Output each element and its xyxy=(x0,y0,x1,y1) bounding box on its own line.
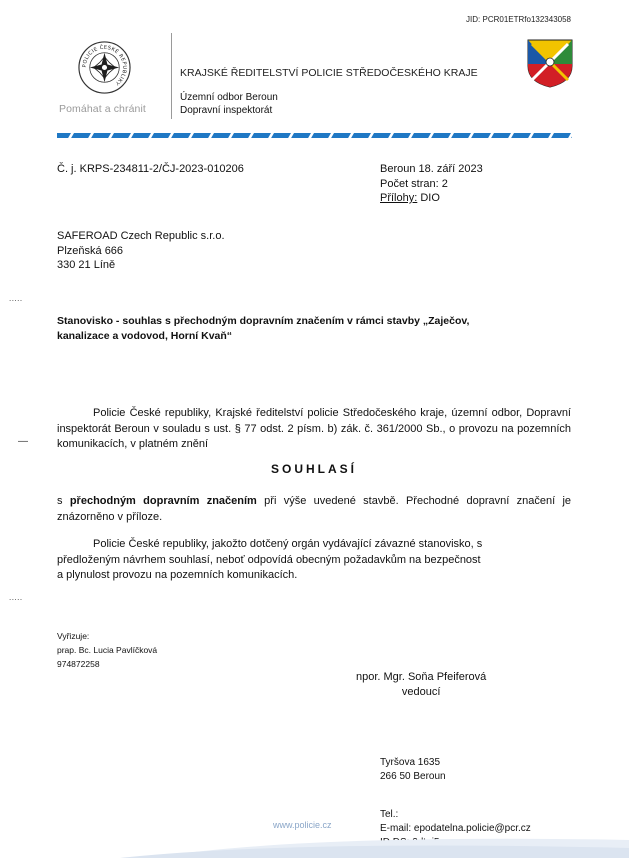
subject xyxy=(57,314,557,344)
recipient-name: SAFEROAD Czech Republic s.r.o. xyxy=(57,230,225,242)
contact-address xyxy=(380,756,446,784)
regional-crest-icon xyxy=(526,38,574,88)
decision-heading: SOUHLASÍ xyxy=(270,462,357,476)
subject-line-2: kanalizace a vodovod, Horní Kvaň“ xyxy=(57,330,233,342)
punch-mark: — xyxy=(18,436,28,447)
organization-department: Dopravní inspektorát xyxy=(180,105,273,116)
contact-tel: Tel.: xyxy=(380,809,399,820)
body-paragraph-3 xyxy=(57,537,571,584)
reference-number: Č. j. KRPS-234811-2/ČJ-2023-010206 xyxy=(57,163,244,175)
body-paragraph-1: Policie České republiky, Krajské ředitelství policie Středočeského kraje, územní odbor, Dopravní inspektorát Beroun v souladu s ust. § 77 odst. 2 písm. b) zák. č. 361/2000 Sb., o provozu na pozemních komunikacích, v platném znění xyxy=(57,407,571,450)
logo-ring-text: POLICIE ČESKÉ REPUBLIKY xyxy=(81,44,128,87)
recipient-address xyxy=(57,229,225,273)
attachments-value: DIO xyxy=(417,192,440,204)
p2-prefix: s xyxy=(57,495,70,507)
contact-street: Tyršova 1635 xyxy=(380,757,441,768)
p3-line-1: Policie České republiky, jakožto dotčený orgán vydávající závazné stanovisko, s xyxy=(93,538,483,550)
prepared-name: prap. Bc. Lucia Pavlíčková xyxy=(57,645,158,655)
signatory-role: vedoucí xyxy=(401,686,441,698)
document-meta xyxy=(380,162,483,206)
organization-unit: Územní odbor Beroun xyxy=(180,92,278,103)
fold-mark-top: ..... xyxy=(9,294,23,303)
page-count: Počet stran: 2 xyxy=(380,177,448,190)
organization-name: KRAJSKÉ ŘEDITELSTVÍ POLICIE STŘEDOČESKÉHO KRAJE xyxy=(180,67,478,79)
slogan: Pomáhat a chránit xyxy=(59,103,146,115)
website-link: www.policie.cz xyxy=(273,820,332,830)
signature-block xyxy=(356,670,486,700)
fold-mark-bottom: ..... xyxy=(9,593,23,602)
recipient-street: Plzeňská 666 xyxy=(57,244,124,257)
footer-wave xyxy=(0,826,629,858)
attachments-label: Přílohy: xyxy=(380,192,418,204)
contact-email: E-mail: epodatelna.policie@pcr.cz xyxy=(380,823,531,834)
p3-line-2: předloženým návrhem souhlasí, neboť odpovídá obecným požadavkům na bezpečnost xyxy=(57,553,481,566)
document-id: JID: PCR01ETRfo132343058 xyxy=(466,15,571,24)
organization-unit-block xyxy=(180,91,278,117)
signatory-name: npor. Mgr. Soňa Pfeiferová xyxy=(356,671,487,683)
subject-line-1: Stanovisko - souhlas s přechodným dopravním značením v rámci stavby „Zaječov, xyxy=(57,315,470,327)
prepared-phone: 974872258 xyxy=(57,659,100,669)
attachments xyxy=(380,191,483,206)
prepared-by xyxy=(57,629,157,671)
body-paragraph-2 xyxy=(57,494,571,525)
police-star-logo-icon xyxy=(77,40,132,95)
p2-bold: přechodným dopravním značením xyxy=(69,495,257,507)
contact-city: 266 50 Beroun xyxy=(380,771,446,782)
document-date: Beroun 18. září 2023 xyxy=(380,163,483,175)
prepared-label: Vyřizuje: xyxy=(57,631,90,641)
header-stripe xyxy=(57,133,572,138)
p3-line-3: a plynulost provozu na pozemních komunikacích. xyxy=(57,569,298,581)
header-divider xyxy=(171,33,172,119)
p2-rest: při výše uvedené stavbě. Přechodné dopravní značení je znázorněno v příloze. xyxy=(57,495,571,523)
recipient-city: 330 21 Líně xyxy=(57,259,116,271)
